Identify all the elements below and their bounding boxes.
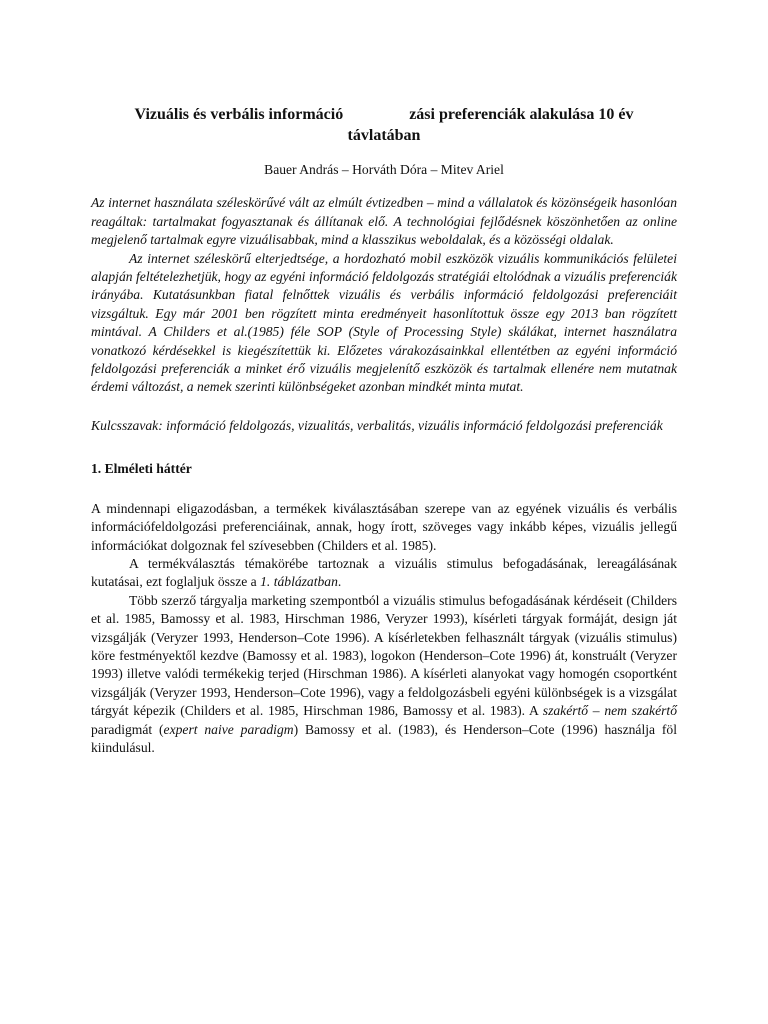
body-paragraph-2-text: A termékválasztás témakörébe tartoznak a vizuális stimulus befogadásának, lereagálásának kutatásai, ezt foglaljuk össze a <box>91 555 677 590</box>
paper-title-line2: távlatában <box>347 127 421 144</box>
keywords: Kulcsszavak: információ feldolgozás, vizualitás, verbalitás, vizuális információ feldolgozási preferenciák <box>91 417 663 433</box>
paper-title-line1 <box>91 104 677 125</box>
body-paragraph-2-end: . <box>337 574 342 590</box>
body-paragraph-1: A mindennapi eligazodásban, a termékek kiválasztásában szerepe van az egyének vizuális és verbális információfeldolgozási preferenciáinak, annak, hogy írott, szöveges vagy inkább képes, vizuális jellegű információkat dolgoznak fel szívesebben (Childers et al. 1985). <box>91 500 677 553</box>
abstract-paragraph-1: Az internet használata széleskörűvé vált az elmúlt évtizedben – mind a vállalatok és közönségeik hasonlóan reagáltak: tartalmakat fogyasztanak és állítanak elő. A technológiai fejlődésnek köszönhetően az online megjelenő tartalmak egyre vizuálisabbak, mind a klasszikus weboldalak, és a közösségi oldalak. <box>91 195 677 248</box>
body-paragraph-3-mid: paradigmát ( <box>91 721 164 737</box>
abstract-paragraph-2: Az internet széleskörű elterjedtsége, a hordozható mobil eszközök vizuális kommunikációs felületei alapján feltételezhetjük, hogy az egyéni információ feldolgozás stratégiái eltolódnak a vizuális preferenciák irányába. Kutatásunkban fiatal felnőttek vizuális és verbális információ feldolgozási preferenciáit vizsgáltuk. Egy már 2001 ben rögzített minta eredményeit hasonlítottuk össze egy 2013 ban rögzített mintával. A Childers et al.(1985) féle SOP (Style of Processing Style) skálákat, internet használatra vonatkozó kérdésekkel is kiegészítettük ki. Előzetes várakozásainkkal ellentétben az egyéni információ feldolgozási preferenciák a minket érő vizuális megjelenítő eszközök és tartalmak ellenére nem mutatnak érdemi változást, a nemek szerinti különbségeket azonban mindkét minta mutat. <box>91 250 677 395</box>
paradigm-term: szakértő – nem szakértő <box>542 703 677 719</box>
paradigm-term-english: expert naive paradigm <box>163 721 294 737</box>
section-body <box>91 500 677 758</box>
paper-title <box>91 104 677 146</box>
body-paragraph-2 <box>91 555 677 592</box>
body-paragraph-3 <box>91 592 677 758</box>
paper-title-part1: Vizuális és verbális információ <box>134 106 344 123</box>
body-paragraph-3-end: ) Bamossy et al. (1983), és Henderson–Cote (1996) használja föl kiindulásul. <box>91 721 677 755</box>
body-paragraph-3-text: Több szerző tárgyalja marketing szempontból a vizuális stimulus befogadásának kérdéseit (Childers et al. 1985, Bamossy et al. 1983, Hirschman 1986, Veryzer 1993), kísérleti tárgyak formáját, design ját vizsgálják (Veryzer 1993, Henderson–Cote 1996). A kísérletekben felhasznált tárgyak (vizuális stimulus) köre festményektől kezdve (Bamossy et al. 1983), logokon (Henderson–Cote 1996) át, konstruált (Veryzer 1993) illetve valódi termékekig terjed (Hirschman 1986). A kísérleti alanyokat vagy homogén csoportként vizsgálják (Veryzer 1993, Henderson–Cote 1996), vagy a feldolgozásbeli egyéni különbségek is a vizsgálat tárgyát képezik (Childers et al. 1985, Hirschman 1986, Bamossy et al. 1983). A <box>91 592 677 719</box>
abstract <box>91 194 677 396</box>
title-gap <box>343 104 409 125</box>
authors: Bauer András – Horváth Dóra – Mitev Ariel <box>264 162 504 177</box>
section-heading: 1. Elméleti háttér <box>91 461 192 477</box>
table-reference: 1. táblázatban <box>260 574 338 590</box>
paper-title-part2: zási preferenciák alakulása 10 év <box>409 106 634 123</box>
